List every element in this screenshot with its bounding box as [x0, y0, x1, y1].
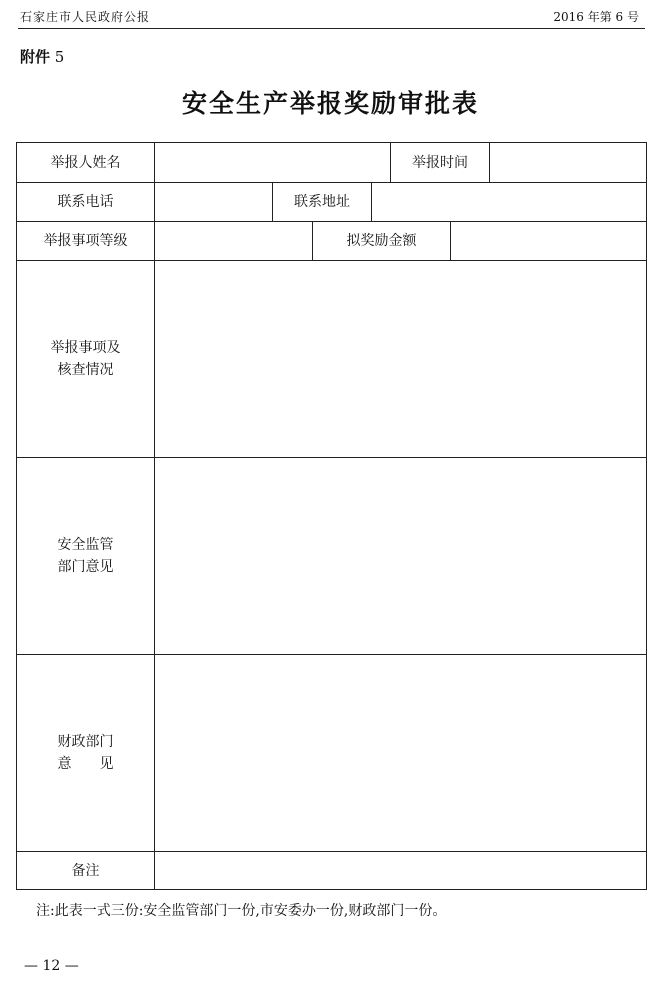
header-divider — [18, 28, 645, 29]
safety-opinion-label: 安全监管 部门意见 — [57, 537, 114, 575]
proposed-reward-label: 拟奖励金额 — [346, 233, 417, 249]
approval-form-table — [16, 142, 647, 890]
contact-phone-field[interactable] — [155, 183, 272, 221]
remarks-label: 备注 — [71, 862, 100, 879]
report-level-label: 举报事项等级 — [43, 233, 128, 249]
annex-number: 5 — [54, 48, 65, 66]
report-details-field[interactable] — [155, 261, 646, 457]
proposed-reward-field[interactable] — [451, 222, 646, 260]
finance-opinion-field[interactable] — [155, 655, 646, 851]
report-time-label: 举报时间 — [412, 154, 468, 171]
annex-label — [20, 46, 64, 67]
form-title: 安全生产举报奖励审批表 — [181, 89, 479, 118]
reporter-name-field[interactable] — [155, 143, 390, 182]
safety-opinion-field[interactable] — [155, 458, 646, 654]
report-time-field[interactable] — [490, 143, 646, 182]
report-details-label: 举报事项及 核查情况 — [50, 340, 121, 378]
report-level-field[interactable] — [155, 222, 312, 260]
finance-opinion-label: 财政部门 意 见 — [57, 734, 114, 772]
contact-phone-label: 联系电话 — [57, 194, 114, 210]
annex-word: 附件 — [20, 48, 51, 66]
reporter-name-label: 举报人姓名 — [50, 154, 121, 171]
contact-address-field[interactable] — [372, 183, 646, 221]
publication-name: 石家庄市人民政府公报 — [20, 10, 151, 24]
page-number: — 12 — — [24, 958, 79, 974]
contact-address-label: 联系地址 — [294, 194, 350, 210]
remarks-field[interactable] — [155, 852, 646, 889]
issue-number: 2016 年第 6 号 — [553, 10, 639, 24]
footnote: 注:此表一式三份:安全监管部门一份,市安委办一份,财政部门一份。 — [36, 903, 447, 919]
